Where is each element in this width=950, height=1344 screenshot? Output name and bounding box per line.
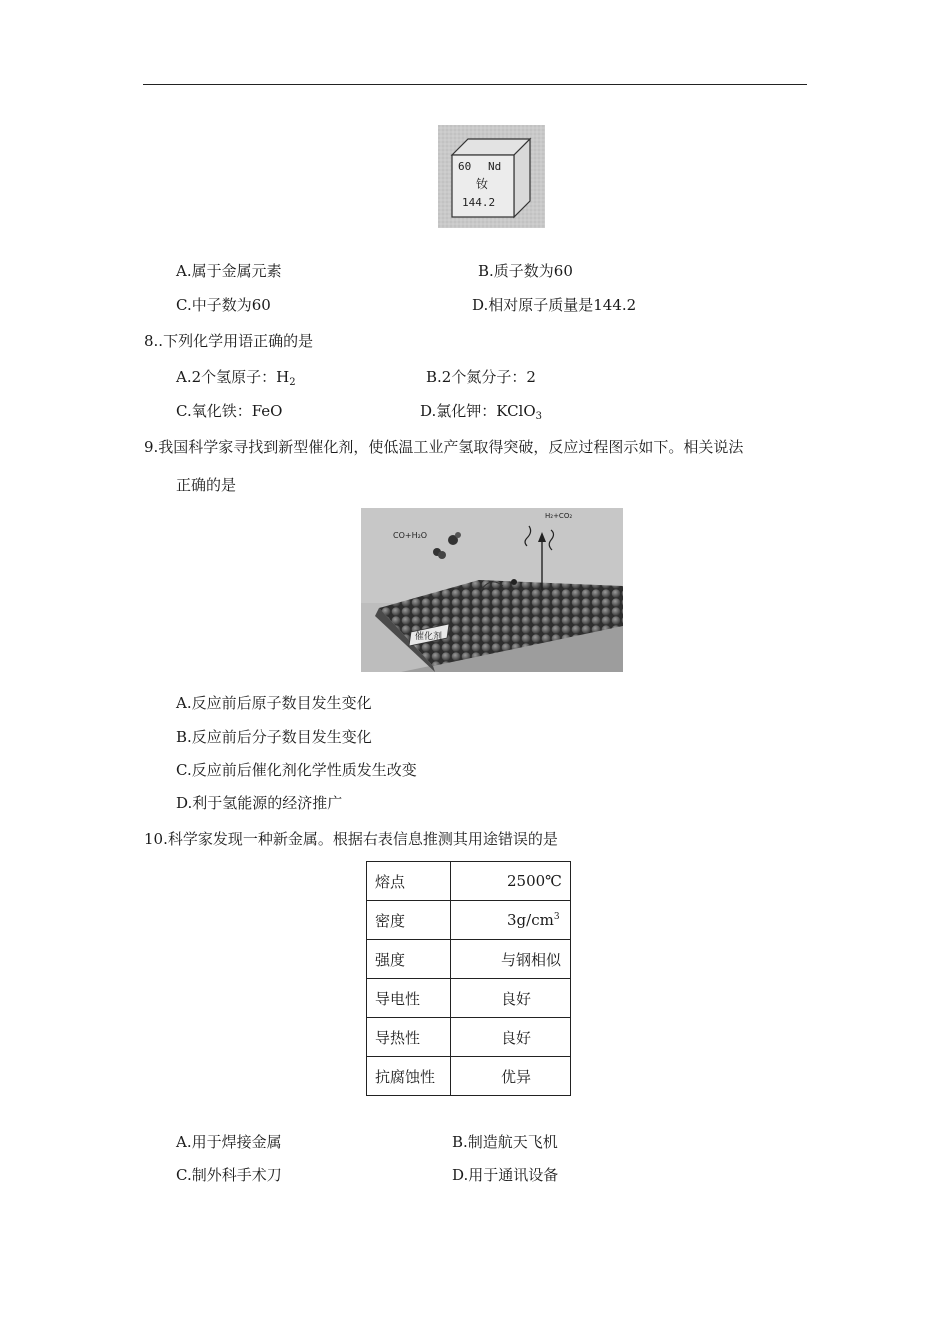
q9-stem-line2: 正确的是: [176, 476, 237, 494]
table-cell-key: 导电性: [367, 979, 451, 1018]
reactant-label: CO+H₂O: [393, 531, 428, 540]
q9-option-a: A.反应前后原子数目发生变化: [176, 694, 372, 712]
table-cell-value: 优异: [451, 1057, 571, 1096]
table-row: [367, 901, 571, 940]
q8-option-d: [420, 401, 542, 427]
q8-option-d-sub: 3: [535, 411, 543, 422]
q8-stem: 8..下列化学用语正确的是: [144, 332, 314, 350]
q10-option-d: D.用于通讯设备: [452, 1166, 559, 1184]
table-cell-key: 密度: [367, 901, 451, 940]
q9-option-d: D.利于氢能源的经济推广: [176, 794, 343, 812]
element-number: 60: [458, 160, 472, 173]
element-symbol: Nd: [488, 160, 502, 173]
q7-option-d: D.相对原子质量是144.2: [472, 296, 637, 314]
table-cell-key: 强度: [367, 940, 451, 979]
q8-option-b: B.2个氮分子：2: [426, 368, 536, 386]
q9-option-c: C.反应前后催化剂化学性质发生改变: [176, 761, 417, 779]
table-cell-value: [451, 901, 571, 940]
catalyst-reaction-figure: [361, 508, 623, 672]
table-row: [367, 979, 571, 1018]
q8-option-a: [176, 367, 296, 393]
table-cell-value: 良好: [451, 979, 571, 1018]
table-cell-value: 与钢相似: [451, 940, 571, 979]
density-value: 3g/cm: [507, 911, 554, 929]
q10-option-b: B.制造航天飞机: [452, 1133, 558, 1151]
q8-option-d-text: D.氯化钾：KClO: [420, 402, 536, 420]
q8-option-a-sub: 2: [289, 377, 296, 388]
q7-option-c: C.中子数为60: [176, 296, 271, 314]
table-cell-key: 导热性: [367, 1018, 451, 1057]
table-row: [367, 1057, 571, 1096]
q7-option-a: A.属于金属元素: [176, 262, 282, 280]
table-cell-value: 2500℃: [451, 862, 571, 901]
q10-option-a: A.用于焊接金属: [176, 1133, 282, 1151]
q8-option-c: C.氧化铁：FeO: [176, 402, 283, 420]
table-cell-key: 抗腐蚀性: [367, 1057, 451, 1096]
q10-option-c: C.制外科手术刀: [176, 1166, 282, 1184]
q9-stem-line1: 9.我国科学家寻找到新型催化剂，使低温工业产氢取得突破，反应过程图示如下。相关说法: [144, 438, 744, 456]
q10-stem: 10.科学家发现一种新金属。根据右表信息推测其用途错误的是: [144, 830, 558, 848]
q7-option-b: B.质子数为60: [478, 262, 573, 280]
table-row: [367, 940, 571, 979]
element-mass: 144.2: [462, 196, 496, 209]
table-row: [367, 1018, 571, 1057]
q8-option-a-text: A.2个氢原子：H: [176, 368, 290, 386]
density-exponent: 3: [553, 912, 560, 922]
table-cell-value: 良好: [451, 1018, 571, 1057]
element-card-image: [438, 125, 545, 228]
product-label: H₂+CO₂: [545, 512, 573, 520]
q9-option-b: B.反应前后分子数目发生变化: [176, 728, 372, 746]
element-name: 钕: [476, 177, 489, 191]
table-cell-key: 熔点: [367, 862, 451, 901]
catalyst-label: 催化剂: [415, 632, 443, 642]
table-row: [367, 862, 571, 901]
metal-properties-table: [366, 861, 571, 1096]
header-rule: [143, 84, 807, 85]
